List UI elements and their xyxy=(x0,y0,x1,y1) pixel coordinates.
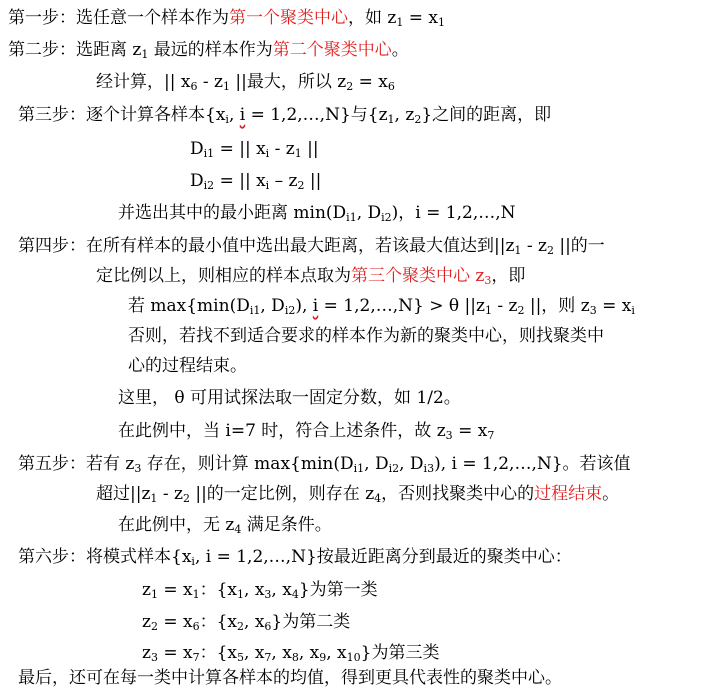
text: 在此例中，当 i=7 时，符合上述条件，故 z xyxy=(118,421,446,441)
subscript: i xyxy=(191,555,195,568)
text: ，即 xyxy=(491,266,526,286)
subscript: 1 xyxy=(294,147,302,160)
text: }为第一类 xyxy=(298,580,378,600)
text: , x xyxy=(298,643,320,663)
text: – z xyxy=(269,171,298,191)
step4-condition-line xyxy=(128,294,635,318)
step1-text-3: = x xyxy=(403,8,439,28)
subscript: 1 xyxy=(514,244,522,257)
cluster-1-line xyxy=(142,578,378,602)
text: 定比例以上，则相应的样本点取为 xyxy=(96,266,351,286)
subscript: i xyxy=(225,113,229,126)
subscript: i2 xyxy=(388,462,400,475)
text: = x xyxy=(157,612,193,632)
subscript: 6 xyxy=(264,620,272,633)
step3-label: 第三步： xyxy=(18,105,86,125)
step5-line-2 xyxy=(96,482,619,506)
subscript: 1 xyxy=(484,304,492,317)
subscript: 2 xyxy=(237,620,245,633)
subscript: 3 xyxy=(134,462,142,475)
subscript: i xyxy=(265,179,270,192)
text: ||最大，所以 z xyxy=(229,72,347,92)
text: = 1,2,…,N}与{z xyxy=(245,105,388,125)
text: 若 max{min(D xyxy=(128,296,250,316)
text: , x xyxy=(326,643,347,663)
text: = || x xyxy=(214,139,266,159)
subscript: 1 xyxy=(192,588,200,601)
text: , xyxy=(228,105,240,125)
text: }为第二类 xyxy=(271,612,351,632)
text: = 1,2,…,N} > θ ||z xyxy=(318,296,485,316)
subscript: 6 xyxy=(190,80,198,93)
second-cluster-center-highlight: 第二个聚类中心 xyxy=(272,40,392,60)
text: D xyxy=(190,171,204,191)
text: 满足条件。 xyxy=(241,515,332,535)
subscript: i1 xyxy=(346,211,357,224)
step4-example-line xyxy=(118,419,494,443)
text: ), i = 1,2,…,N}。若该值 xyxy=(434,454,631,474)
text: ，否则找聚类中心的 xyxy=(381,484,535,504)
text: , z xyxy=(394,105,415,125)
subscript: i xyxy=(631,304,635,317)
step2-text-3: 。 xyxy=(391,40,409,60)
step1-text: 选任意一个样本作为 xyxy=(76,8,229,28)
text: )，i = 1,2,…,N xyxy=(391,203,516,223)
text: }为第三类 xyxy=(360,643,440,663)
text: , D xyxy=(364,454,389,474)
subscript: 4 xyxy=(234,523,242,536)
subscript: 1 xyxy=(438,16,446,29)
subscript: 2 xyxy=(150,620,158,633)
step5-line xyxy=(18,452,631,476)
subscript: 7 xyxy=(192,651,200,664)
text: D xyxy=(190,139,204,159)
text: 超过||z xyxy=(96,484,151,504)
step5-label: 第五步： xyxy=(18,454,86,474)
text: = x xyxy=(157,580,193,600)
cluster-2-line xyxy=(142,610,350,634)
text: , x xyxy=(271,643,292,663)
subscript: i3 xyxy=(423,462,435,475)
subscript: 1 xyxy=(387,113,395,126)
first-cluster-center-highlight: 第一个聚类中心 xyxy=(229,8,348,28)
subscript: i2 xyxy=(381,211,392,224)
subscript: i2 xyxy=(284,304,296,317)
subscript: 1 xyxy=(141,48,149,61)
text: 逐个计算各样本{x xyxy=(86,105,226,125)
text: , x xyxy=(271,580,292,600)
cluster-3-line xyxy=(142,641,439,665)
step4-line-2 xyxy=(96,264,525,288)
text: 在所有样本的最小值中选出最大距离，若该最大值达到||z xyxy=(86,236,515,256)
subscript: 1 xyxy=(396,16,404,29)
step3-line xyxy=(18,103,551,127)
text: z xyxy=(142,643,151,663)
subscript: i2 xyxy=(203,179,215,192)
subscript: 2 xyxy=(182,492,190,505)
process-end-highlight: 过程结束 xyxy=(534,484,603,504)
text: = x xyxy=(452,421,488,441)
step4-label: 第四步： xyxy=(18,236,86,256)
text: - z xyxy=(269,139,295,159)
text: 在此例中，无 z xyxy=(118,515,235,535)
text: 第三个聚类中心 z xyxy=(351,266,485,286)
subscript: 4 xyxy=(291,588,299,601)
step1-label: 第一步： xyxy=(8,8,76,28)
text: - z xyxy=(491,296,518,316)
step4-end-line: 心的过程结束。 xyxy=(128,356,247,376)
subscript: 2 xyxy=(346,80,354,93)
text: , x xyxy=(244,580,265,600)
text: ||的一 xyxy=(553,236,605,256)
text: ||的一定比例，则存在 z xyxy=(189,484,375,504)
text: , i = 1,2,…,N}按最近距离分到最近的聚类中心： xyxy=(194,547,572,567)
subscript: i1 xyxy=(203,147,215,160)
underlined-index: i xyxy=(312,296,319,316)
text: = x xyxy=(157,643,193,663)
step6-line xyxy=(18,545,572,569)
step2-label: 第二步： xyxy=(8,40,76,60)
step2-calculation-line xyxy=(96,70,395,94)
text: , D xyxy=(399,454,424,474)
subscript: 6 xyxy=(387,80,395,93)
text: }之间的距离，即 xyxy=(421,105,552,125)
text: z xyxy=(142,580,151,600)
step6-label: 第六步： xyxy=(18,547,86,567)
text: 将模式样本{x xyxy=(86,547,192,567)
text: - z xyxy=(157,484,183,504)
text: 存在，则计算 max{min(D xyxy=(141,454,354,474)
step4-line xyxy=(18,234,605,258)
step2-text: 选距离 z xyxy=(76,40,142,60)
subscript: 9 xyxy=(319,651,327,664)
subscript: 2 xyxy=(546,244,554,257)
equation-di1 xyxy=(190,137,319,161)
subscript: 3 xyxy=(264,588,272,601)
text: , x xyxy=(244,643,265,663)
text: - z xyxy=(197,72,223,92)
underlined-index: i xyxy=(239,105,246,125)
text: , D xyxy=(260,296,285,316)
subscript: 5 xyxy=(237,651,245,664)
text: z xyxy=(142,612,151,632)
step4-theta-line: 这里， θ 可用试探法取一固定分数，如 1/2。 xyxy=(118,388,461,408)
text: , D xyxy=(356,203,382,223)
text: ：{x xyxy=(199,643,238,663)
text: , x xyxy=(244,612,265,632)
text: ||，则 z xyxy=(524,296,590,316)
subscript: 1 xyxy=(150,588,158,601)
subscript: 3 xyxy=(150,651,158,664)
text: 经计算，|| x xyxy=(96,72,191,92)
subscript: i xyxy=(265,147,270,160)
step1-line xyxy=(8,6,445,30)
step1-text-2: ，如 z xyxy=(348,8,397,28)
text: ：{x xyxy=(199,612,238,632)
subscript: 10 xyxy=(346,651,361,664)
text: = || x xyxy=(214,171,266,191)
subscript: 7 xyxy=(487,429,495,442)
subscript: i1 xyxy=(353,462,365,475)
third-cluster-center-highlight xyxy=(351,266,491,286)
subscript: 1 xyxy=(150,492,158,505)
text: || xyxy=(304,171,322,191)
equation-di2 xyxy=(190,169,321,193)
step4-otherwise-line: 否则，若找不到适合要求的样本作为新的聚类中心，则找聚类中 xyxy=(128,326,604,346)
text: 。 xyxy=(602,484,620,504)
subscript: 2 xyxy=(297,179,305,192)
subscript: 7 xyxy=(264,651,272,664)
final-remark-line: 最后，还可在每一类中计算各样本的均值，得到更具代表性的聚类中心。 xyxy=(18,668,562,688)
subscript: 6 xyxy=(192,620,200,633)
text: = x xyxy=(353,72,388,92)
subscript: 1 xyxy=(237,588,245,601)
step5-example-line xyxy=(118,513,332,537)
text: 并选出其中的最小距离 min(D xyxy=(118,203,347,223)
text: ), xyxy=(295,296,313,316)
text: 若有 z xyxy=(86,454,135,474)
text: || xyxy=(301,139,319,159)
subscript: 3 xyxy=(445,429,453,442)
subscript: 4 xyxy=(374,492,382,505)
subscript: 3 xyxy=(484,274,492,287)
step2-line xyxy=(8,38,409,62)
text: = x xyxy=(596,296,632,316)
text: - z xyxy=(521,236,547,256)
step2-text-2: 最远的样本作为 xyxy=(148,40,273,60)
subscript: 1 xyxy=(222,80,230,93)
subscript: 8 xyxy=(291,651,299,664)
subscript: 2 xyxy=(517,304,525,317)
subscript: 2 xyxy=(414,113,422,126)
step3-min-distance-line xyxy=(118,201,516,225)
subscript: i1 xyxy=(249,304,261,317)
subscript: 3 xyxy=(589,304,597,317)
text: ：{x xyxy=(199,580,238,600)
